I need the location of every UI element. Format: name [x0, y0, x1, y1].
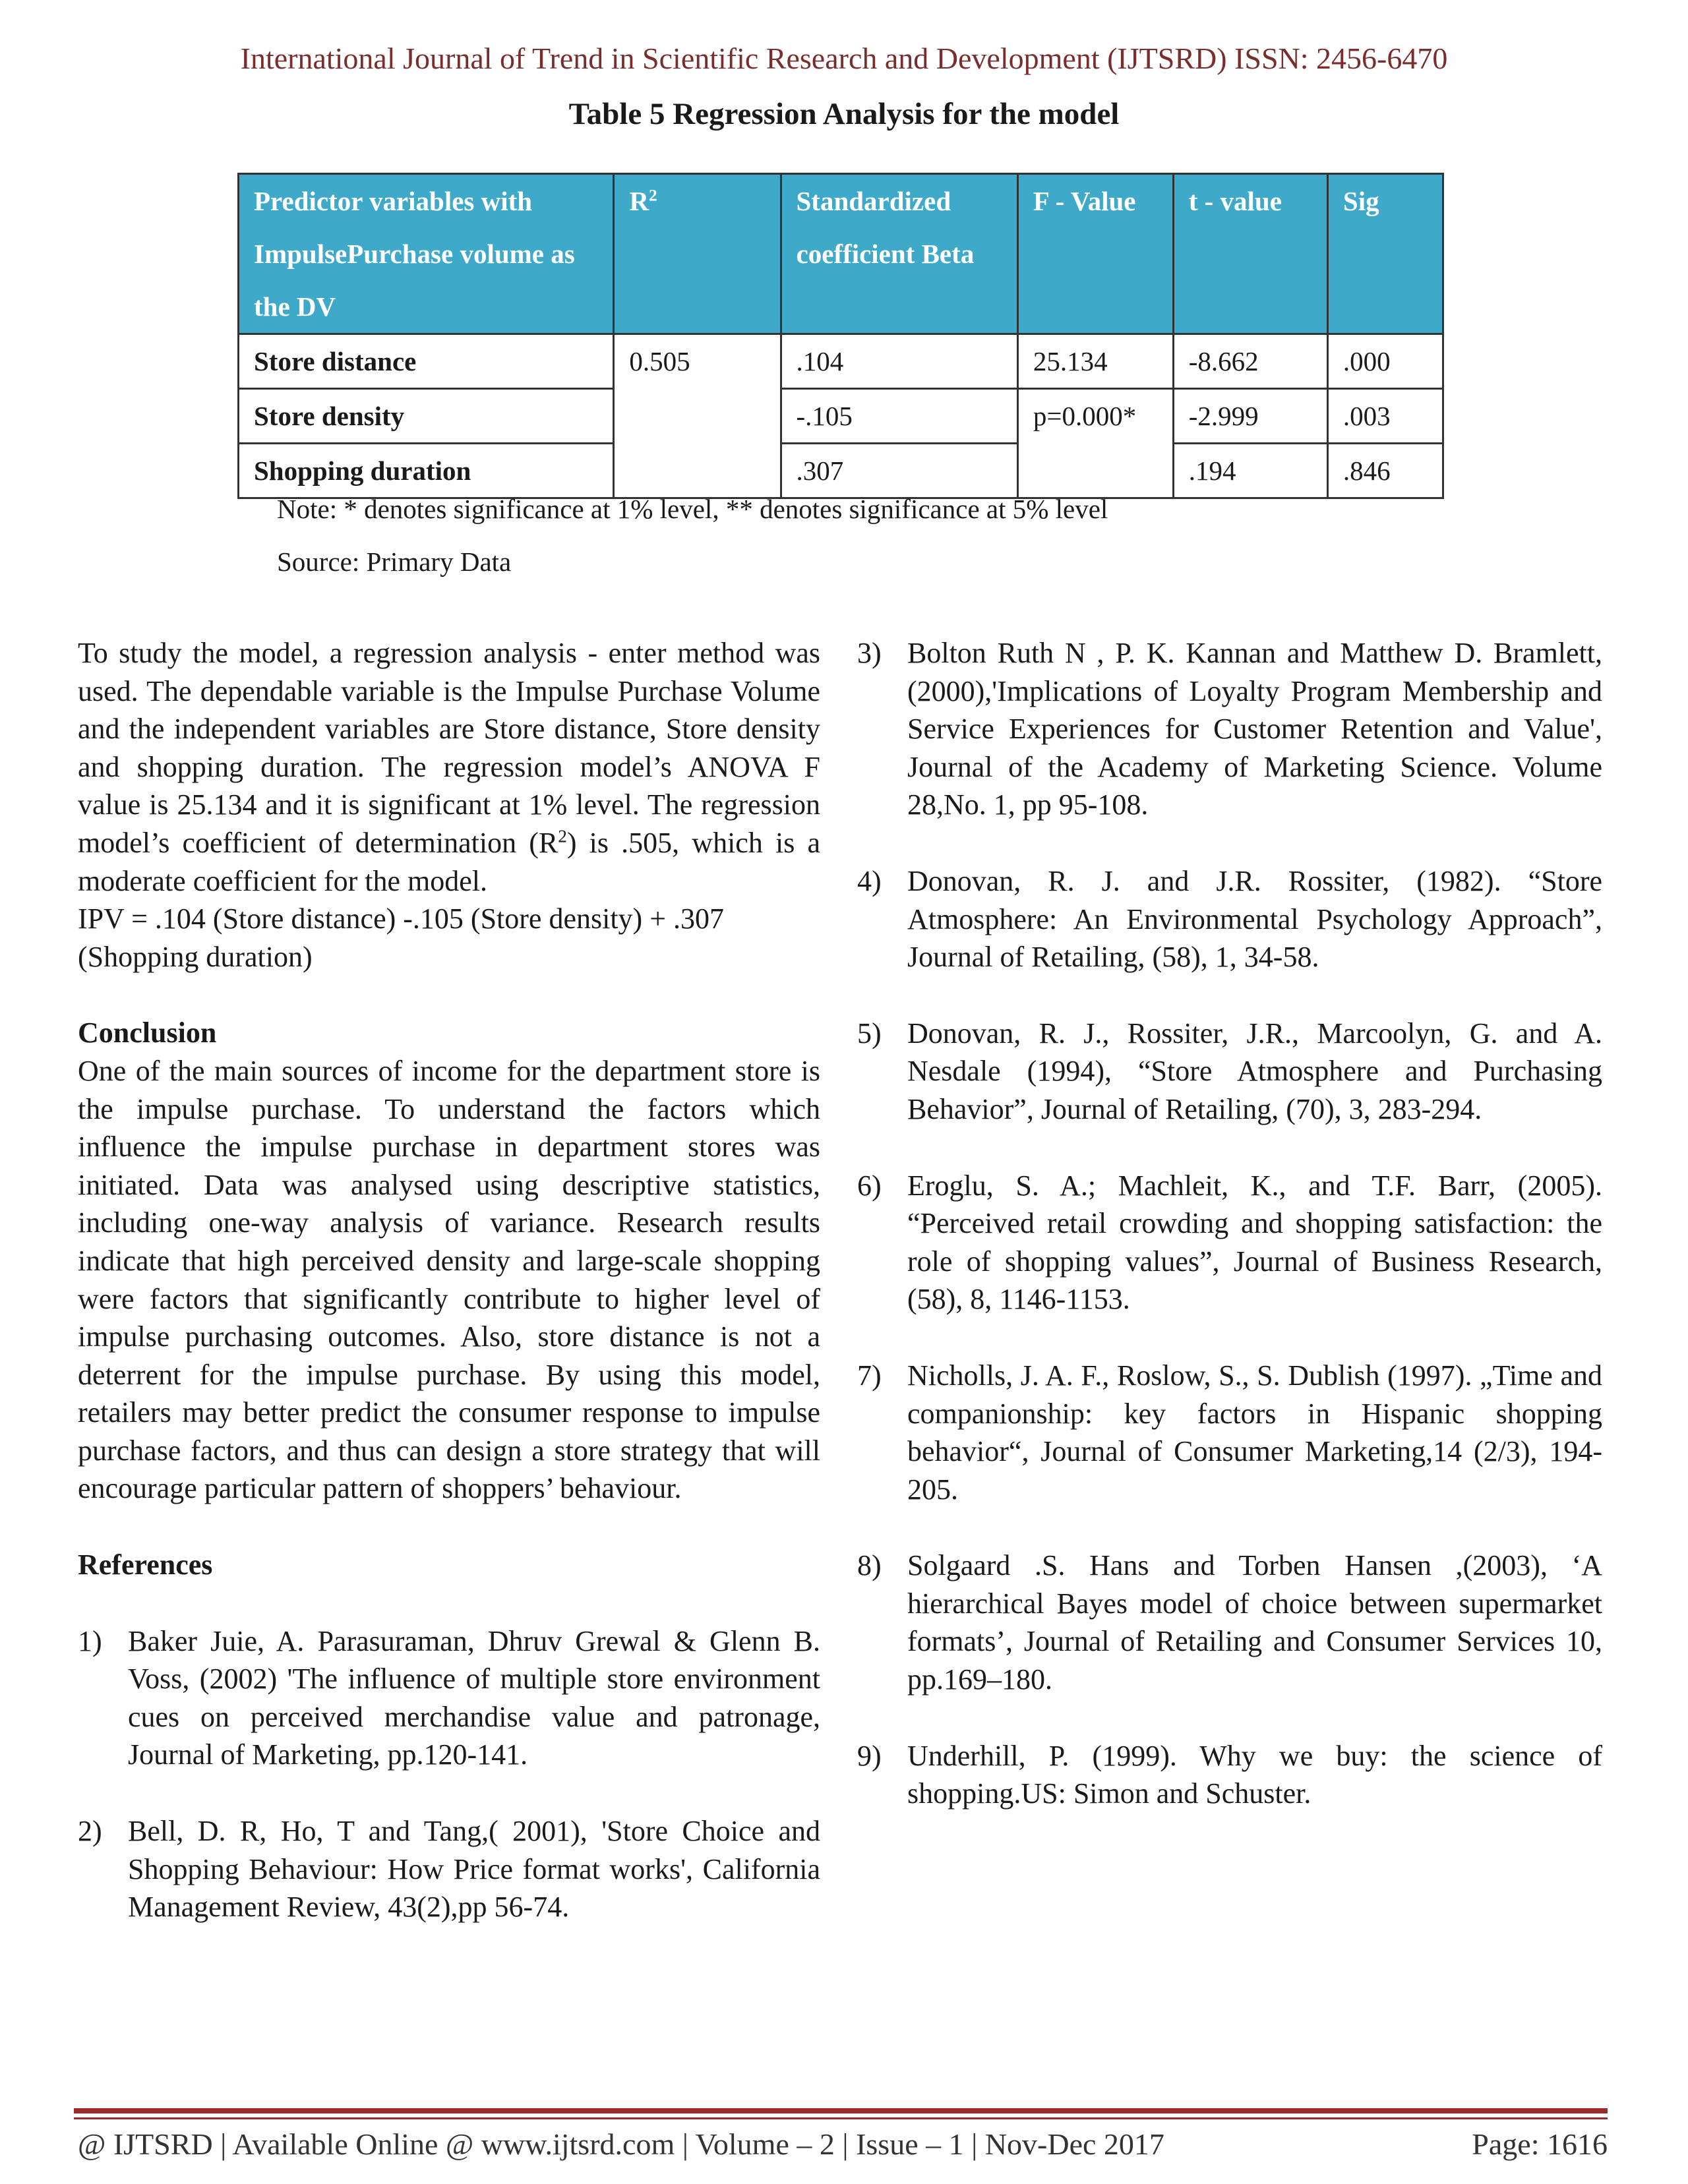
reference-item [78, 1622, 820, 1774]
regression-paragraph [78, 634, 820, 900]
cell-sig: .846 [1327, 444, 1443, 498]
cell-r2: 0.505 [614, 334, 781, 498]
cell-predictor: Shopping duration [239, 444, 614, 498]
left-column [78, 634, 820, 1964]
reference-number: 7) [857, 1359, 882, 1392]
reference-item [78, 1812, 820, 1926]
cell-predictor: Store density [239, 389, 614, 444]
conclusion-text: One of the main sources of income for the department store is the impulse purchase. To understand the factors which influence the impulse purchase in department stores was initiated. Data was analysed using descriptive statistics, including one-way analysis of variance. Research results indicate that high perceived density and large-scale shopping were factors that significantly contribute to higher level of impulse purchasing outcomes. Also, store distance is not a deterrent for the impulse purchase. By using this model, retailers may better predict the consumer response to impulse purchase factors, and thus can design a store strategy that will encourage particular pattern of shoppers’ behaviour. [78, 1054, 820, 1505]
table-header-row [239, 174, 1443, 334]
header-r2-label: R [629, 186, 649, 216]
reference-number: 8) [857, 1549, 882, 1582]
header-r2 [614, 174, 781, 334]
header-t: t - value [1173, 174, 1327, 334]
cell-predictor: Store distance [239, 334, 614, 389]
reference-number: 3) [857, 637, 882, 669]
page-number: Page: 1616 [1472, 2127, 1608, 2161]
reference-number: 4) [857, 864, 882, 897]
reference-item [857, 862, 1602, 976]
cell-beta: -.105 [781, 389, 1017, 444]
cell-f: 25.134 [1017, 334, 1173, 389]
header-f: F - Value [1017, 174, 1173, 334]
cell-sig: .003 [1327, 389, 1443, 444]
reference-number: 5) [857, 1017, 882, 1049]
header-r2-sup: 2 [649, 186, 657, 205]
header-predictor: Predictor variables with ImpulsePurchase volume as the DV [239, 174, 614, 334]
reference-text: Donovan, R. J., Rossiter, J.R., Marcoolyn, G. and A. Nesdale (1994), “Store Atmosphere and Purchasing Behavior”, Journal of Retailing, (70), 3, 283-294. [907, 1017, 1602, 1125]
header-sig: Sig [1327, 174, 1443, 334]
cell-t: -8.662 [1173, 334, 1327, 389]
reference-text: Nicholls, J. A. F., Roslow, S., S. Dublish (1997). „Time and companionship: key factors in Hispanic shopping behavior“, Journal of Consumer Marketing,14 (2/3), 194-205. [907, 1359, 1602, 1506]
references-heading: References [78, 1549, 213, 1581]
page-footer [78, 2127, 1608, 2162]
header-beta: Standardized coefficient Beta [781, 174, 1017, 334]
footer-line-thick [74, 2108, 1608, 2113]
table-row [239, 444, 1443, 498]
reference-number: 2) [78, 1815, 102, 1848]
footer-line-thin [74, 2117, 1608, 2119]
conclusion-heading: Conclusion [78, 1017, 217, 1049]
reference-text: Bell, D. R, Ho, T and Tang,( 2001), 'Store Choice and Shopping Behaviour: How Price format works', California Management Review, 43(2),pp 56-74. [128, 1815, 820, 1924]
para-sup: 2 [558, 826, 567, 846]
journal-header: International Journal of Trend in Scientific Research and Development (IJTSRD) ISSN: 2456-6470 [240, 42, 1448, 75]
reference-item [857, 1167, 1602, 1318]
reference-text: Donovan, R. J. and J.R. Rossiter, (1982). “Store Atmosphere: An Environmental Psychology Approach”, Journal of Retailing, (58), 1, 34-58. [907, 864, 1602, 974]
cell-beta: .307 [781, 444, 1017, 498]
regression-table [237, 173, 1444, 499]
reference-number: 6) [857, 1169, 882, 1202]
table-row [239, 389, 1443, 444]
right-column [857, 634, 1602, 1851]
cell-t: .194 [1173, 444, 1327, 498]
ipv-equation: IPV = .104 (Store distance) -.105 (Store density) + .307 (Shopping duration) [78, 902, 725, 973]
cell-f-pvalue: p=0.000* [1017, 389, 1173, 498]
table-source: Source: Primary Data [277, 546, 512, 577]
cell-beta: .104 [781, 334, 1017, 389]
reference-item [857, 1737, 1602, 1813]
reference-text: Baker Juie, A. Parasuraman, Dhruv Grewal & Glenn B. Voss, (2002) 'The influence of multiple store environment cues on perceived merchandise value and patronage, Journal of Marketing, pp.120-141. [128, 1624, 820, 1771]
reference-item [857, 1357, 1602, 1508]
cell-t: -2.999 [1173, 389, 1327, 444]
reference-number: 1) [78, 1624, 102, 1657]
reference-text: Eroglu, S. A.; Machleit, K., and T.F. Barr, (2005). “Perceived retail crowding and shopping satisfaction: the role of shopping values”, Journal of Business Research, (58), 8, 1146-1153. [907, 1169, 1602, 1316]
reference-text: Bolton Ruth N , P. K. Kannan and Matthew D. Bramlett, (2000),'Implications of Loyalty Program Membership and Service Experiences for Customer Retention and Value', Journal of the Academy of Marketing Science. Volume 28,No. 1, pp 95-108. [907, 637, 1602, 821]
para-text-b: ) is .505, which is a moderate coefficient for the model. [78, 826, 821, 897]
reference-number: 9) [857, 1739, 882, 1772]
para-text-a: To study the model, a regression analysis - enter method was used. The dependable variable is the Impulse Purchase Volume and the independent variables are Store distance, Store density and shopping duration. The regression model’s ANOVA F value is 25.134 and it is significant at 1% level. The regression model’s coefficient of determination (R [78, 637, 820, 859]
table-row [239, 334, 1443, 389]
reference-text: Solgaard .S. Hans and Torben Hansen ,(2003), ‘A hierarchical Bayes model of choice between supermarket formats’, Journal of Retailing and Consumer Services 10, pp.169–180. [907, 1549, 1602, 1696]
reference-item [857, 634, 1602, 824]
cell-sig: .000 [1327, 334, 1443, 389]
table-title: Table 5 Regression Analysis for the model [568, 97, 1120, 131]
footer-divider [74, 2108, 1608, 2119]
reference-text: Underhill, P. (1999). Why we buy: the science of shopping.US: Simon and Schuster. [907, 1739, 1602, 1810]
reference-item [857, 1015, 1602, 1129]
reference-item [857, 1547, 1602, 1698]
footer-info: @ IJTSRD | Available Online @ www.ijtsrd.com | Volume – 2 | Issue – 1 | Nov-Dec 2017 [78, 2127, 1164, 2161]
table-note: Note: * denotes significance at 1% level, ** denotes significance at 5% level [277, 494, 1108, 524]
